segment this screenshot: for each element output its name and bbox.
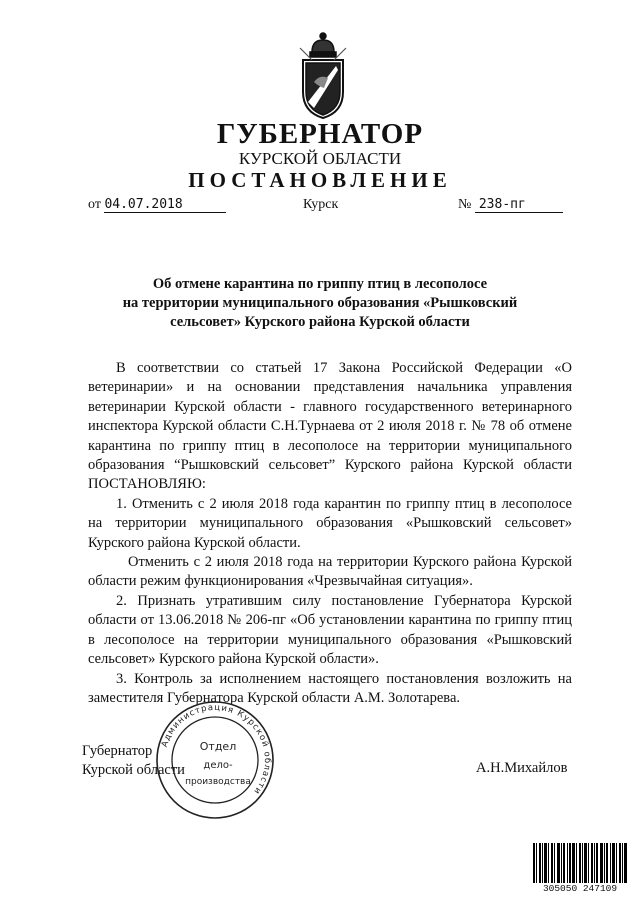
- body-paragraph: Отменить с 2 июля 2018 года на территории Курского района Курской области режим функционирования «Чрезвычайная ситуация».: [88, 554, 572, 590]
- body-paragraph: 1. Отменить с 2 июля 2018 года карантин по гриппу птиц в лесополосе на территории муниципального образования «Рышковский сельсовет» Курского района Курской области.: [88, 495, 572, 551]
- number-prefix: №: [458, 197, 472, 212]
- subject-line: Об отмене карантина по гриппу птиц в лесополосе: [152, 276, 488, 292]
- number-value: 238-пг: [475, 197, 563, 213]
- body-paragraph: В соответствии со статьей 17 Закона Российской Федерации «О ветеринарии» и на основании представления начальника управления ветеринарии Курской области - главного государственного ветеринарного инспектора Курской области С.Н.Турнаева от 2 июля 2018 г. № 78 об отмене карантина по гриппу птиц в лесополосе на территории муниципального образования “Рышковский сельсовет” Курского района Курской области ПОСТАНОВЛЯЮ:: [88, 360, 572, 493]
- stamp-ring-text: Администрация Курской области: [159, 702, 273, 797]
- office-stamp: [150, 700, 280, 820]
- stamp-center-line: производства: [185, 777, 251, 787]
- date-field: [88, 197, 226, 213]
- document-subject: [100, 275, 540, 332]
- subject-line: на территории муниципального образования «Рышковский: [122, 295, 518, 311]
- region-heading: КУРСКОЙ ОБЛАСТИ: [238, 149, 402, 168]
- number-field: [458, 197, 563, 213]
- signatory-name: А.Н.Михайлов: [476, 760, 568, 776]
- date-prefix: от: [88, 197, 101, 212]
- coat-of-arms-emblem: [298, 30, 348, 122]
- date-value: 04.07.2018: [104, 197, 226, 213]
- barcode-number: 305050 247109: [542, 883, 618, 894]
- stamp-center-line: дело-: [203, 760, 233, 771]
- body-paragraph: 2. Признать утратившим силу постановление Губернатора Курской области от 13.06.2018 № 206-пг «Об установлении карантина по гриппу птиц в лесополосе на территории муниципального образования «Рышковский сельсовет» Курского района Курской области».: [88, 592, 572, 668]
- document-body: [88, 359, 572, 708]
- stamp-center-line: Отдел: [199, 740, 237, 753]
- document-type-heading: ПОСТАНОВЛЕНИЕ: [188, 168, 452, 192]
- position-line: Курской области: [82, 762, 185, 778]
- barcode-image: [533, 843, 627, 883]
- subject-line: сельсовет» Курского района Курской области: [170, 314, 470, 330]
- position-line: Губернатор: [82, 743, 153, 759]
- governor-heading: ГУБЕРНАТОР: [216, 118, 424, 150]
- body-paragraph: 3. Контроль за исполнением настоящего постановления возложить на заместителя Губернатора Курской области А.М. Золотарева.: [88, 670, 572, 706]
- city-label: Курск: [303, 197, 339, 212]
